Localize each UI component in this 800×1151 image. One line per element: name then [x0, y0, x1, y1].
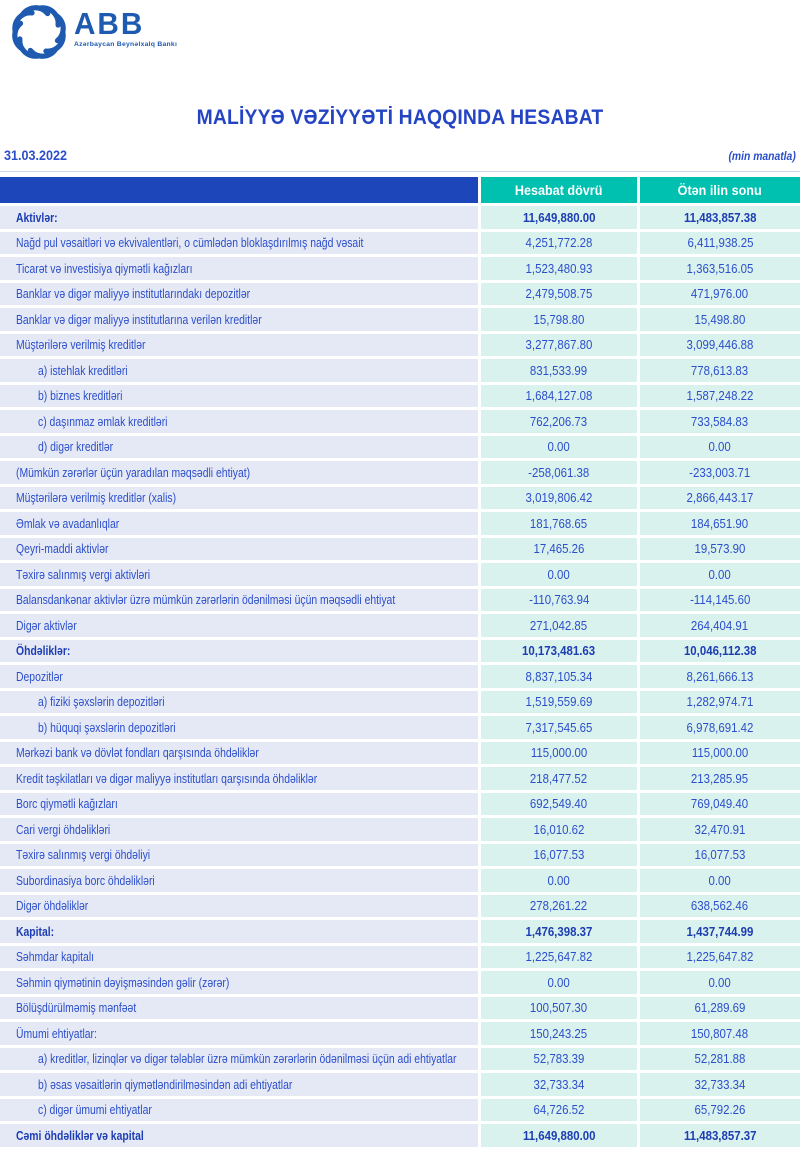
table-row	[0, 410, 800, 433]
row-label-cell: Müştərilərə verilmiş kreditlər	[0, 334, 478, 357]
row-current-value-cell: 1,519,559.69	[481, 691, 637, 714]
row-current-value-cell: 32,733.34	[481, 1073, 637, 1096]
row-current-value-cell: 1,684,127.08	[481, 385, 637, 408]
table-row	[0, 512, 800, 535]
table-header-spacer	[0, 177, 478, 203]
table-row	[0, 946, 800, 969]
row-label-cell: c) daşınmaz əmlak kreditləri	[0, 410, 478, 433]
row-label-cell: Ümumi ehtiyatlar:	[0, 1022, 478, 1045]
row-previous-value-cell: 61,289.69	[640, 997, 800, 1020]
row-current-value-cell: 17,465.26	[481, 538, 637, 561]
table-row	[0, 538, 800, 561]
row-current-value-cell: 271,042.85	[481, 614, 637, 637]
row-label-cell: b) əsas vəsaitlərin qiymətləndirilməsindən adi ehtiyatlar	[0, 1073, 478, 1096]
table-row	[0, 461, 800, 484]
row-label-cell: (Mümkün zərərlər üçün yaradılan məqsədli ehtiyat)	[0, 461, 478, 484]
row-label-cell: b) hüquqi şəxslərin depozitləri	[0, 716, 478, 739]
row-label-cell: Aktivlər:	[0, 206, 478, 229]
table-row	[0, 793, 800, 816]
meta-row	[0, 146, 800, 172]
row-previous-value-cell: 32,733.34	[640, 1073, 800, 1096]
table-row	[0, 257, 800, 280]
row-current-value-cell: 115,000.00	[481, 742, 637, 765]
row-label-cell: Digər aktivlər	[0, 614, 478, 637]
row-label-cell: Depozitlər	[0, 665, 478, 688]
row-label-cell: Subordinasiya borc öhdəlikləri	[0, 869, 478, 892]
row-current-value-cell: 64,726.52	[481, 1099, 637, 1122]
report-date: 31.03.2022	[4, 147, 68, 163]
row-label-cell: Banklar və digər maliyyə institutlarına verilən kreditlər	[0, 308, 478, 331]
row-label-cell: a) istehlak kreditləri	[0, 359, 478, 382]
row-label-cell: Öhdəliklər:	[0, 640, 478, 663]
row-previous-value-cell: 65,792.26	[640, 1099, 800, 1122]
row-previous-value-cell: -114,145.60	[640, 589, 800, 612]
row-previous-value-cell: 11,483,857.38	[640, 206, 800, 229]
table-row	[0, 767, 800, 790]
row-label-cell: Səhmin qiymətinin dəyişməsindən gəlir (zərər)	[0, 971, 478, 994]
table-row	[0, 1124, 800, 1147]
row-current-value-cell: 831,533.99	[481, 359, 637, 382]
row-previous-value-cell: 638,562.46	[640, 895, 800, 918]
row-previous-value-cell: 0.00	[640, 869, 800, 892]
row-label-cell: a) kreditlər, lizinqlər və digər tələblər üzrə mümkün zərərlərin ödənilməsi üçün adi ehtiyatlar	[0, 1048, 478, 1071]
table-row	[0, 385, 800, 408]
row-current-value-cell: 4,251,772.28	[481, 232, 637, 255]
row-previous-value-cell: 52,281.88	[640, 1048, 800, 1071]
row-previous-value-cell: 1,437,744.99	[640, 920, 800, 943]
row-previous-value-cell: 19,573.90	[640, 538, 800, 561]
row-current-value-cell: 278,261.22	[481, 895, 637, 918]
row-label-cell: Müştərilərə verilmiş kreditlər (xalis)	[0, 487, 478, 510]
row-label-cell: Cəmi öhdəliklər və kapital	[0, 1124, 478, 1147]
table-row	[0, 1099, 800, 1122]
row-previous-value-cell: 8,261,666.13	[640, 665, 800, 688]
table-row	[0, 614, 800, 637]
unit-note: (min manatla)	[728, 151, 796, 163]
row-current-value-cell: 218,477.52	[481, 767, 637, 790]
row-current-value-cell: 2,479,508.75	[481, 283, 637, 306]
table-header-row	[0, 177, 800, 203]
table-row	[0, 844, 800, 867]
row-current-value-cell: 0.00	[481, 563, 637, 586]
row-previous-value-cell: 1,587,248.22	[640, 385, 800, 408]
row-current-value-cell: 0.00	[481, 971, 637, 994]
table-row	[0, 436, 800, 459]
row-current-value-cell: 11,649,880.00	[481, 1124, 637, 1147]
row-previous-value-cell: 6,978,691.42	[640, 716, 800, 739]
row-previous-value-cell: 115,000.00	[640, 742, 800, 765]
row-previous-value-cell: 778,613.83	[640, 359, 800, 382]
row-previous-value-cell: 6,411,938.25	[640, 232, 800, 255]
row-previous-value-cell: 471,976.00	[640, 283, 800, 306]
row-current-value-cell: 15,798.80	[481, 308, 637, 331]
row-label-cell: Digər öhdəliklər	[0, 895, 478, 918]
row-previous-value-cell: 0.00	[640, 563, 800, 586]
row-previous-value-cell: 0.00	[640, 971, 800, 994]
row-label-cell: Borc qiymətli kağızları	[0, 793, 478, 816]
row-label-cell: Bölüşdürülməmiş mənfəət	[0, 997, 478, 1020]
table-row	[0, 283, 800, 306]
row-current-value-cell: 3,019,806.42	[481, 487, 637, 510]
row-previous-value-cell: 769,049.40	[640, 793, 800, 816]
row-previous-value-cell: 32,470.91	[640, 818, 800, 841]
row-previous-value-cell: 184,651.90	[640, 512, 800, 535]
row-label-cell: Ticarət və investisiya qiymətli kağızları	[0, 257, 478, 280]
row-previous-value-cell: 2,866,443.17	[640, 487, 800, 510]
row-label-cell: b) biznes kreditləri	[0, 385, 478, 408]
row-label-cell: a) fiziki şəxslərin depozitləri	[0, 691, 478, 714]
table-row	[0, 920, 800, 943]
row-current-value-cell: -110,763.94	[481, 589, 637, 612]
row-label-cell: Mərkəzi bank və dövlət fondları qarşısında öhdəliklər	[0, 742, 478, 765]
row-label-cell: Təxirə salınmış vergi öhdəliyi	[0, 844, 478, 867]
row-current-value-cell: 3,277,867.80	[481, 334, 637, 357]
column-header-current-period: Hesabat dövrü	[481, 177, 637, 203]
row-previous-value-cell: -233,003.71	[640, 461, 800, 484]
row-previous-value-cell: 3,099,446.88	[640, 334, 800, 357]
table-body	[0, 206, 800, 1147]
row-current-value-cell: 181,768.65	[481, 512, 637, 535]
row-label-cell: Nağd pul vəsaitləri və ekvivalentləri, o cümlədən bloklaşdırılmış nağd vəsait	[0, 232, 478, 255]
row-current-value-cell: -258,061.38	[481, 461, 637, 484]
row-previous-value-cell: 150,807.48	[640, 1022, 800, 1045]
table-row	[0, 487, 800, 510]
table-row	[0, 640, 800, 663]
row-current-value-cell: 0.00	[481, 436, 637, 459]
row-current-value-cell: 16,077.53	[481, 844, 637, 867]
row-label-cell: Balansdankənar aktivlər üzrə mümkün zərərlərin ödənilməsi üçün məqsədli ehtiyat	[0, 589, 478, 612]
row-label-cell: Əmlak və avadanlıqlar	[0, 512, 478, 535]
row-current-value-cell: 0.00	[481, 869, 637, 892]
table-row	[0, 334, 800, 357]
row-previous-value-cell: 1,363,516.05	[640, 257, 800, 280]
table-row	[0, 691, 800, 714]
table-row	[0, 1048, 800, 1071]
table-row	[0, 563, 800, 586]
row-previous-value-cell: 0.00	[640, 436, 800, 459]
table-row	[0, 665, 800, 688]
row-label-cell: Banklar və digər maliyyə institutlarındakı depozitlər	[0, 283, 478, 306]
row-previous-value-cell: 1,225,647.82	[640, 946, 800, 969]
row-current-value-cell: 1,476,398.37	[481, 920, 637, 943]
row-label-cell: Qeyri-maddi aktivlər	[0, 538, 478, 561]
table-row	[0, 742, 800, 765]
row-previous-value-cell: 10,046,112.38	[640, 640, 800, 663]
row-current-value-cell: 16,010.62	[481, 818, 637, 841]
table-row	[0, 589, 800, 612]
abb-logo-tagline: Azərbaycan Beynəlxalq Bankı	[74, 41, 178, 48]
row-previous-value-cell: 264,404.91	[640, 614, 800, 637]
row-current-value-cell: 150,243.25	[481, 1022, 637, 1045]
row-current-value-cell: 8,837,105.34	[481, 665, 637, 688]
table-row	[0, 1022, 800, 1045]
row-previous-value-cell: 16,077.53	[640, 844, 800, 867]
row-current-value-cell: 762,206.73	[481, 410, 637, 433]
abb-logo-text: ABB	[74, 6, 145, 41]
row-previous-value-cell: 733,584.83	[640, 410, 800, 433]
row-current-value-cell: 52,783.39	[481, 1048, 637, 1071]
row-label-cell: Təxirə salınmış vergi aktivləri	[0, 563, 478, 586]
column-header-previous-yearend: Ötən ilin sonu	[640, 177, 800, 203]
table-row	[0, 359, 800, 382]
row-label-cell: Cari vergi öhdəlikləri	[0, 818, 478, 841]
table-row	[0, 997, 800, 1020]
abb-swirl-icon	[10, 3, 68, 61]
table-row	[0, 869, 800, 892]
table-row	[0, 971, 800, 994]
table-row	[0, 232, 800, 255]
row-current-value-cell: 10,173,481.63	[481, 640, 637, 663]
row-label-cell: Səhmdar kapitalı	[0, 946, 478, 969]
abb-logo	[10, 3, 177, 61]
table-row	[0, 895, 800, 918]
row-previous-value-cell: 15,498.80	[640, 308, 800, 331]
row-current-value-cell: 1,225,647.82	[481, 946, 637, 969]
row-current-value-cell: 100,507.30	[481, 997, 637, 1020]
row-label-cell: Kapital:	[0, 920, 478, 943]
row-previous-value-cell: 1,282,974.71	[640, 691, 800, 714]
row-label-cell: Kredit təşkilatları və digər maliyyə institutları qarşısında öhdəliklər	[0, 767, 478, 790]
table-row	[0, 716, 800, 739]
row-current-value-cell: 692,549.40	[481, 793, 637, 816]
row-label-cell: d) digər kreditlər	[0, 436, 478, 459]
financial-table	[0, 177, 800, 1150]
table-row	[0, 1073, 800, 1096]
page-title: MALİYYƏ VƏZİYYƏTİ HAQQINDA HESABAT	[196, 106, 604, 129]
table-row	[0, 308, 800, 331]
row-previous-value-cell: 11,483,857.37	[640, 1124, 800, 1147]
row-current-value-cell: 11,649,880.00	[481, 206, 637, 229]
row-label-cell: c) digər ümumi ehtiyatlar	[0, 1099, 478, 1122]
row-current-value-cell: 1,523,480.93	[481, 257, 637, 280]
table-row	[0, 206, 800, 229]
table-row	[0, 818, 800, 841]
row-previous-value-cell: 213,285.95	[640, 767, 800, 790]
row-current-value-cell: 7,317,545.65	[481, 716, 637, 739]
